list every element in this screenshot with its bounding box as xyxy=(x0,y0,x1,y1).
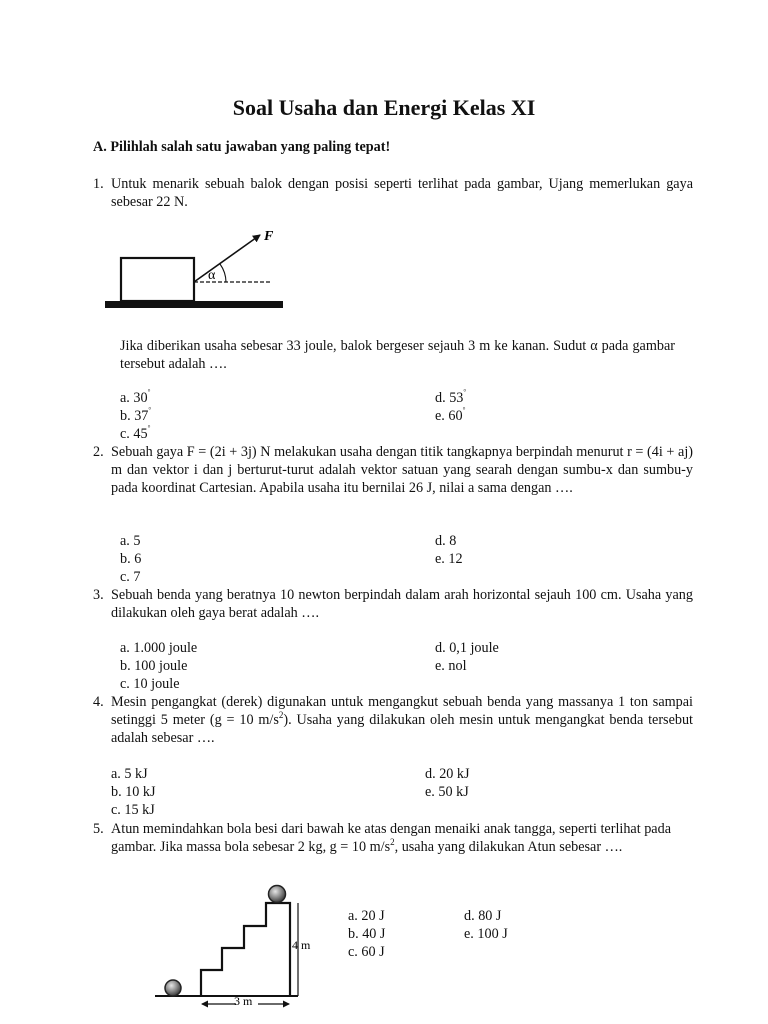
q1-option-e[interactable]: e. 60° xyxy=(435,406,466,424)
angle-arc xyxy=(220,264,226,282)
force-label: F xyxy=(264,229,274,244)
q2-option-a[interactable]: a. 5 xyxy=(120,533,141,549)
question-5 xyxy=(93,820,671,856)
height-label: 4 m xyxy=(292,938,311,952)
question-4 xyxy=(93,693,693,747)
question-5-text-after: , usaha yang dilakukan Atun sebesar …. xyxy=(394,839,623,855)
q5-option-e[interactable]: e. 100 J xyxy=(464,926,508,942)
q2-option-d[interactable]: d. 8 xyxy=(435,533,457,549)
question-1 xyxy=(93,175,693,211)
page-title: Soal Usaha dan Energi Kelas XI xyxy=(232,95,536,120)
q4-option-c[interactable]: c. 15 kJ xyxy=(111,802,155,818)
q1-option-a[interactable]: a. 30° xyxy=(120,388,151,406)
stairs-figure xyxy=(150,878,330,1014)
q1-option-d[interactable]: d. 53° xyxy=(435,388,467,406)
question-2 xyxy=(93,443,693,497)
q4-option-a[interactable]: a. 5 kJ xyxy=(111,766,148,782)
q3-option-d[interactable]: d. 0,1 joule xyxy=(435,640,499,656)
force-arrow xyxy=(194,235,260,282)
question-2-number: 2. xyxy=(93,444,104,460)
q4-option-d[interactable]: d. 20 kJ xyxy=(425,766,470,782)
block xyxy=(121,258,194,301)
staircase xyxy=(201,903,290,996)
width-label: 3 m xyxy=(234,994,253,1008)
question-1-text: Untuk menarik sebuah balok dengan posisi seperti terlihat pada gambar, Ujang memerlukan gaya sebesar 22 N. xyxy=(111,176,693,210)
q5-option-d[interactable]: d. 80 J xyxy=(464,908,502,924)
question-3-number: 3. xyxy=(93,587,104,603)
q1-option-c[interactable]: c. 45° xyxy=(120,424,151,442)
q4-option-b[interactable]: b. 10 kJ xyxy=(111,784,156,800)
section-heading: A. Pilihlah salah satu jawaban yang paling tepat! xyxy=(93,139,391,155)
q3-option-e[interactable]: e. nol xyxy=(435,658,467,674)
question-3 xyxy=(93,586,693,622)
question-5-superscript: 2 xyxy=(390,837,395,847)
q4-option-e[interactable]: e. 50 kJ xyxy=(425,784,469,800)
q1-option-b[interactable]: b. 37° xyxy=(120,406,152,424)
ball-bottom xyxy=(165,980,181,996)
question-1-followup: Jika diberikan usaha sebesar 33 joule, balok bergeser sejauh 3 m ke kanan. Sudut α pada gambar tersebut adalah …. xyxy=(120,338,675,372)
ball-top xyxy=(269,886,286,903)
question-4-superscript: 2 xyxy=(278,710,284,720)
block-force-figure xyxy=(100,222,290,314)
question-2-text: Sebuah gaya F = (2i + 3j) N melakukan usaha dengan titik tangkapnya berpindah menurut r = (4i + aj) m dan vektor i dan j berturut-turut adalah vektor satuan yang searah dengan sumbu-x dan sumbu-y pada koordinat Cartesian. Apabila usaha itu bernilai 26 J, nilai a sama dengan …. xyxy=(111,444,693,496)
q5-option-c[interactable]: c. 60 J xyxy=(348,944,385,960)
angle-label: α xyxy=(208,268,216,283)
q3-option-a[interactable]: a. 1.000 joule xyxy=(120,640,198,656)
question-1-number: 1. xyxy=(93,176,104,192)
q2-option-e[interactable]: e. 12 xyxy=(435,551,463,567)
q2-option-b[interactable]: b. 6 xyxy=(120,551,142,567)
q5-option-b[interactable]: b. 40 J xyxy=(348,926,386,942)
question-3-text: Sebuah benda yang beratnya 10 newton berpindah dalam arah horizontal sejauh 100 cm. Usaha yang dilakukan oleh gaya berat adalah …. xyxy=(111,587,693,621)
question-4-number: 4. xyxy=(93,694,104,710)
q3-option-b[interactable]: b. 100 joule xyxy=(120,658,188,674)
q3-option-c[interactable]: c. 10 joule xyxy=(120,676,180,692)
question-4-text-after: ). Usaha yang dilakukan oleh mesin untuk mengangkat benda tersebut adalah sebesar …. xyxy=(111,712,693,746)
q5-option-a[interactable]: a. 20 J xyxy=(348,908,385,924)
question-4-text-before: Mesin pengangkat (derek) digunakan untuk mengangkut sebuah benda yang massanya 1 ton sampai setinggi 5 meter (g = 10 m/s xyxy=(111,694,693,728)
q2-option-c[interactable]: c. 7 xyxy=(120,569,141,585)
question-5-number: 5. xyxy=(93,821,104,837)
question-5-text-before: Atun memindahkan bola besi dari bawah ke atas dengan menaiki anak tangga, seperti terlihat pada gambar. Jika massa bola sebesar 2 kg, g = 10 m/s xyxy=(111,821,671,855)
